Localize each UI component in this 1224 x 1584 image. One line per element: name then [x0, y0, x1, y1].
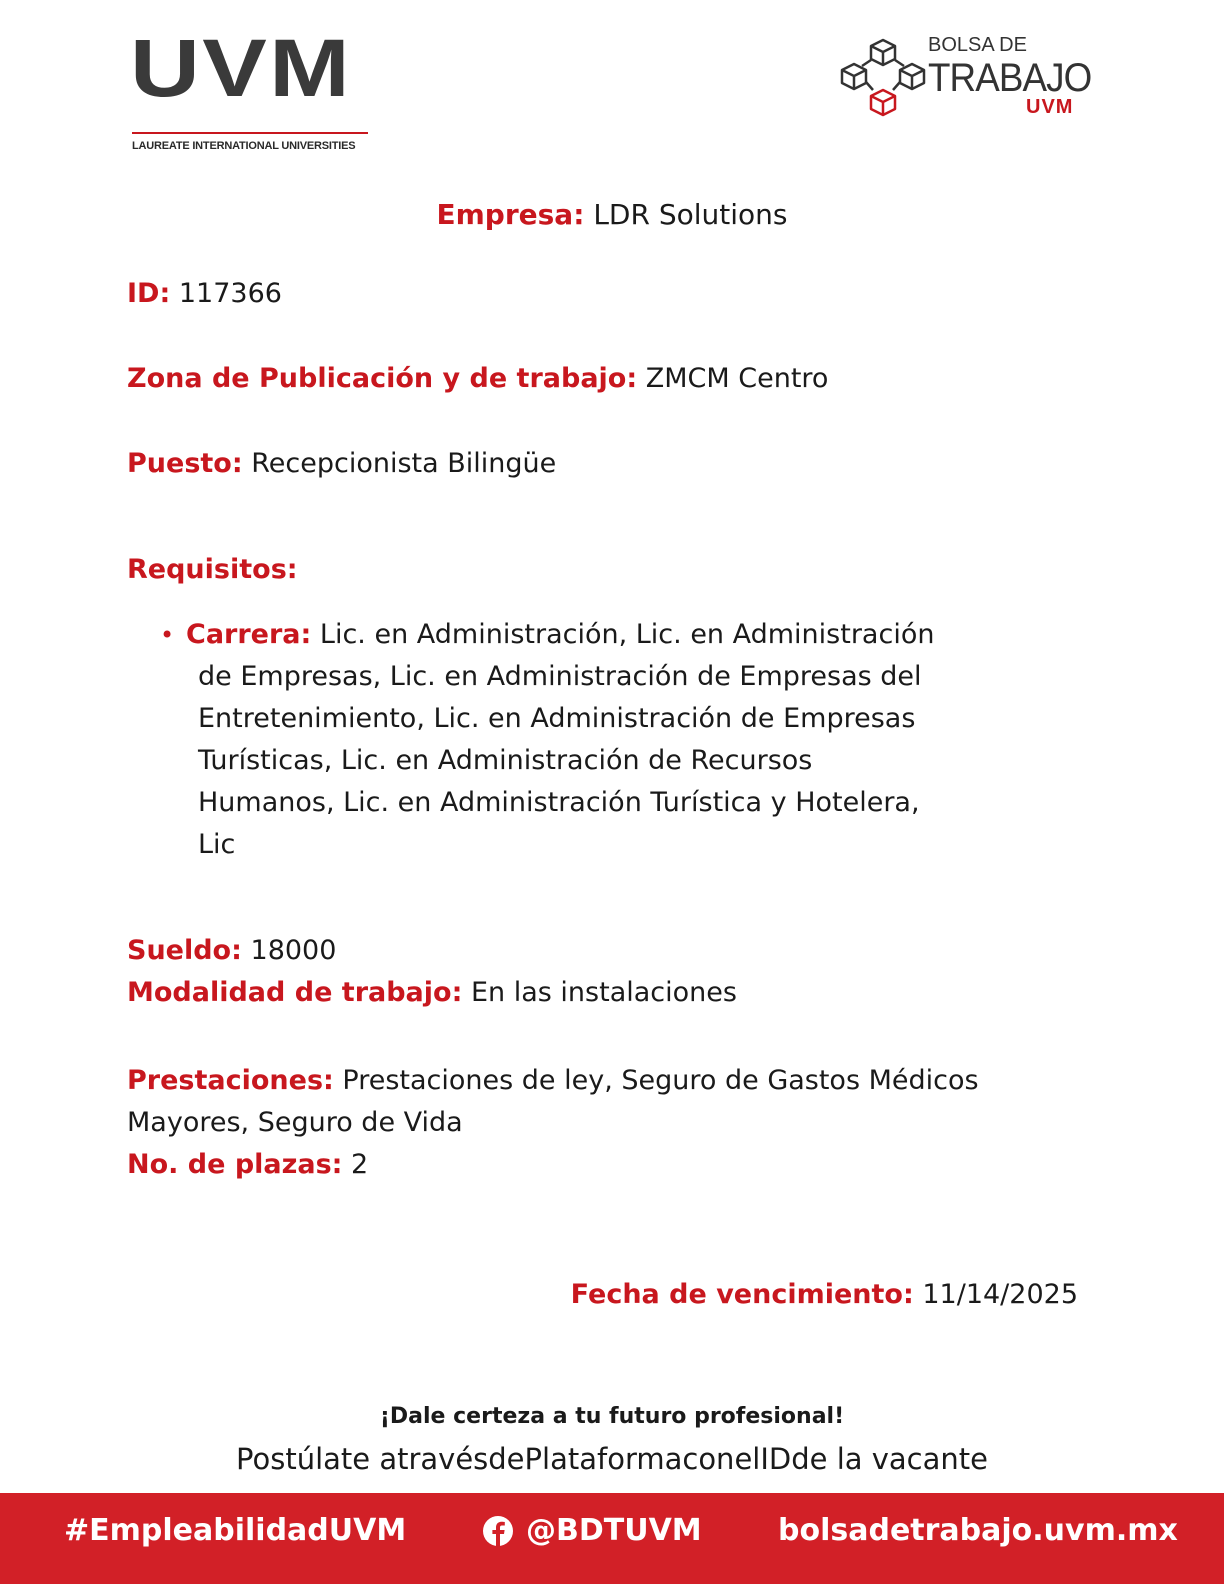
requisitos-label: Requisitos:	[127, 554, 298, 585]
modalidad-label: Modalidad de trabajo:	[127, 977, 463, 1008]
carrera-line: Lic	[198, 829, 236, 860]
footer-tagline: ¡Dale certeza a tu futuro profesional!	[379, 1404, 845, 1429]
sueldo-label: Sueldo:	[127, 935, 242, 966]
empresa-label: Empresa:	[436, 198, 585, 231]
bullet-icon: •	[160, 621, 175, 649]
plazas-label: No. de plazas:	[127, 1149, 343, 1180]
prestaciones-continuation: Mayores, Seguro de Vida	[127, 1107, 463, 1138]
puesto-line	[127, 448, 556, 480]
carrera-label: Carrera:	[186, 619, 312, 650]
puesto-label: Puesto:	[127, 448, 243, 479]
footer-bar	[0, 1493, 1224, 1584]
facebook-icon	[482, 1515, 514, 1547]
footer-cta: Postúlate atravésdePlataformaconelIDde la vacante	[236, 1442, 988, 1476]
uvm-logo-subtitle: LAUREATE INTERNATIONAL UNIVERSITIES	[132, 140, 356, 152]
carrera-line: Entretenimiento, Lic. en Administración de Empresas	[198, 703, 916, 734]
bolsa-de-trabajo-logo	[840, 30, 1100, 120]
website-link[interactable]: bolsadetrabajo.uvm.mx	[778, 1513, 1178, 1548]
bolsa-logo-line1: BOLSA DE	[928, 34, 1027, 56]
modalidad-value: En las instalaciones	[470, 977, 737, 1008]
bolsa-logo-line3: UVM	[1026, 96, 1074, 118]
uvm-logo	[130, 23, 370, 152]
carrera-line: de Empresas, Lic. en Administración de Empresas del	[198, 661, 922, 692]
cubes-network-icon	[840, 34, 926, 120]
fecha-label: Fecha de vencimiento:	[570, 1279, 914, 1310]
prestaciones-value: Prestaciones de ley, Seguro de Gastos Médicos	[342, 1065, 979, 1096]
zona-value: ZMCM Centro	[645, 363, 829, 394]
carrera-line: Humanos, Lic. en Administración Turística y Hotelera,	[198, 787, 920, 818]
plazas-value: 2	[351, 1149, 369, 1180]
empresa-line	[0, 198, 1224, 231]
plazas-line	[127, 1149, 368, 1181]
empresa-value: LDR Solutions	[593, 198, 788, 231]
sueldo-value: 18000	[250, 935, 337, 966]
carrera-line: Turísticas, Lic. en Administración de Recursos	[198, 745, 813, 776]
id-label: ID:	[127, 278, 171, 309]
social-handle: @BDTUVM	[526, 1513, 702, 1548]
prestaciones-line	[127, 1065, 979, 1097]
id-line	[127, 278, 282, 310]
puesto-value: Recepcionista Bilingüe	[251, 448, 557, 479]
carrera-line: Lic. en Administración, Lic. en Administración	[319, 619, 935, 650]
bolsa-logo-line2: TRABAJO	[928, 56, 1092, 100]
hashtag-link[interactable]: #EmpleabilidadUVM	[64, 1513, 407, 1548]
zona-label: Zona de Publicación y de trabajo:	[127, 363, 638, 394]
modalidad-line	[127, 977, 737, 1009]
sueldo-line	[127, 935, 336, 967]
uvm-logo-letters: UVM	[130, 23, 353, 114]
id-value: 117366	[178, 278, 282, 309]
requisitos-heading	[127, 554, 298, 586]
fecha-value: 11/14/2025	[922, 1279, 1078, 1310]
uvm-logo-rule	[132, 132, 368, 134]
fecha-line	[571, 1279, 1078, 1311]
social-link[interactable]	[482, 1513, 702, 1548]
zona-line	[127, 363, 828, 395]
prestaciones-label: Prestaciones:	[127, 1065, 334, 1096]
